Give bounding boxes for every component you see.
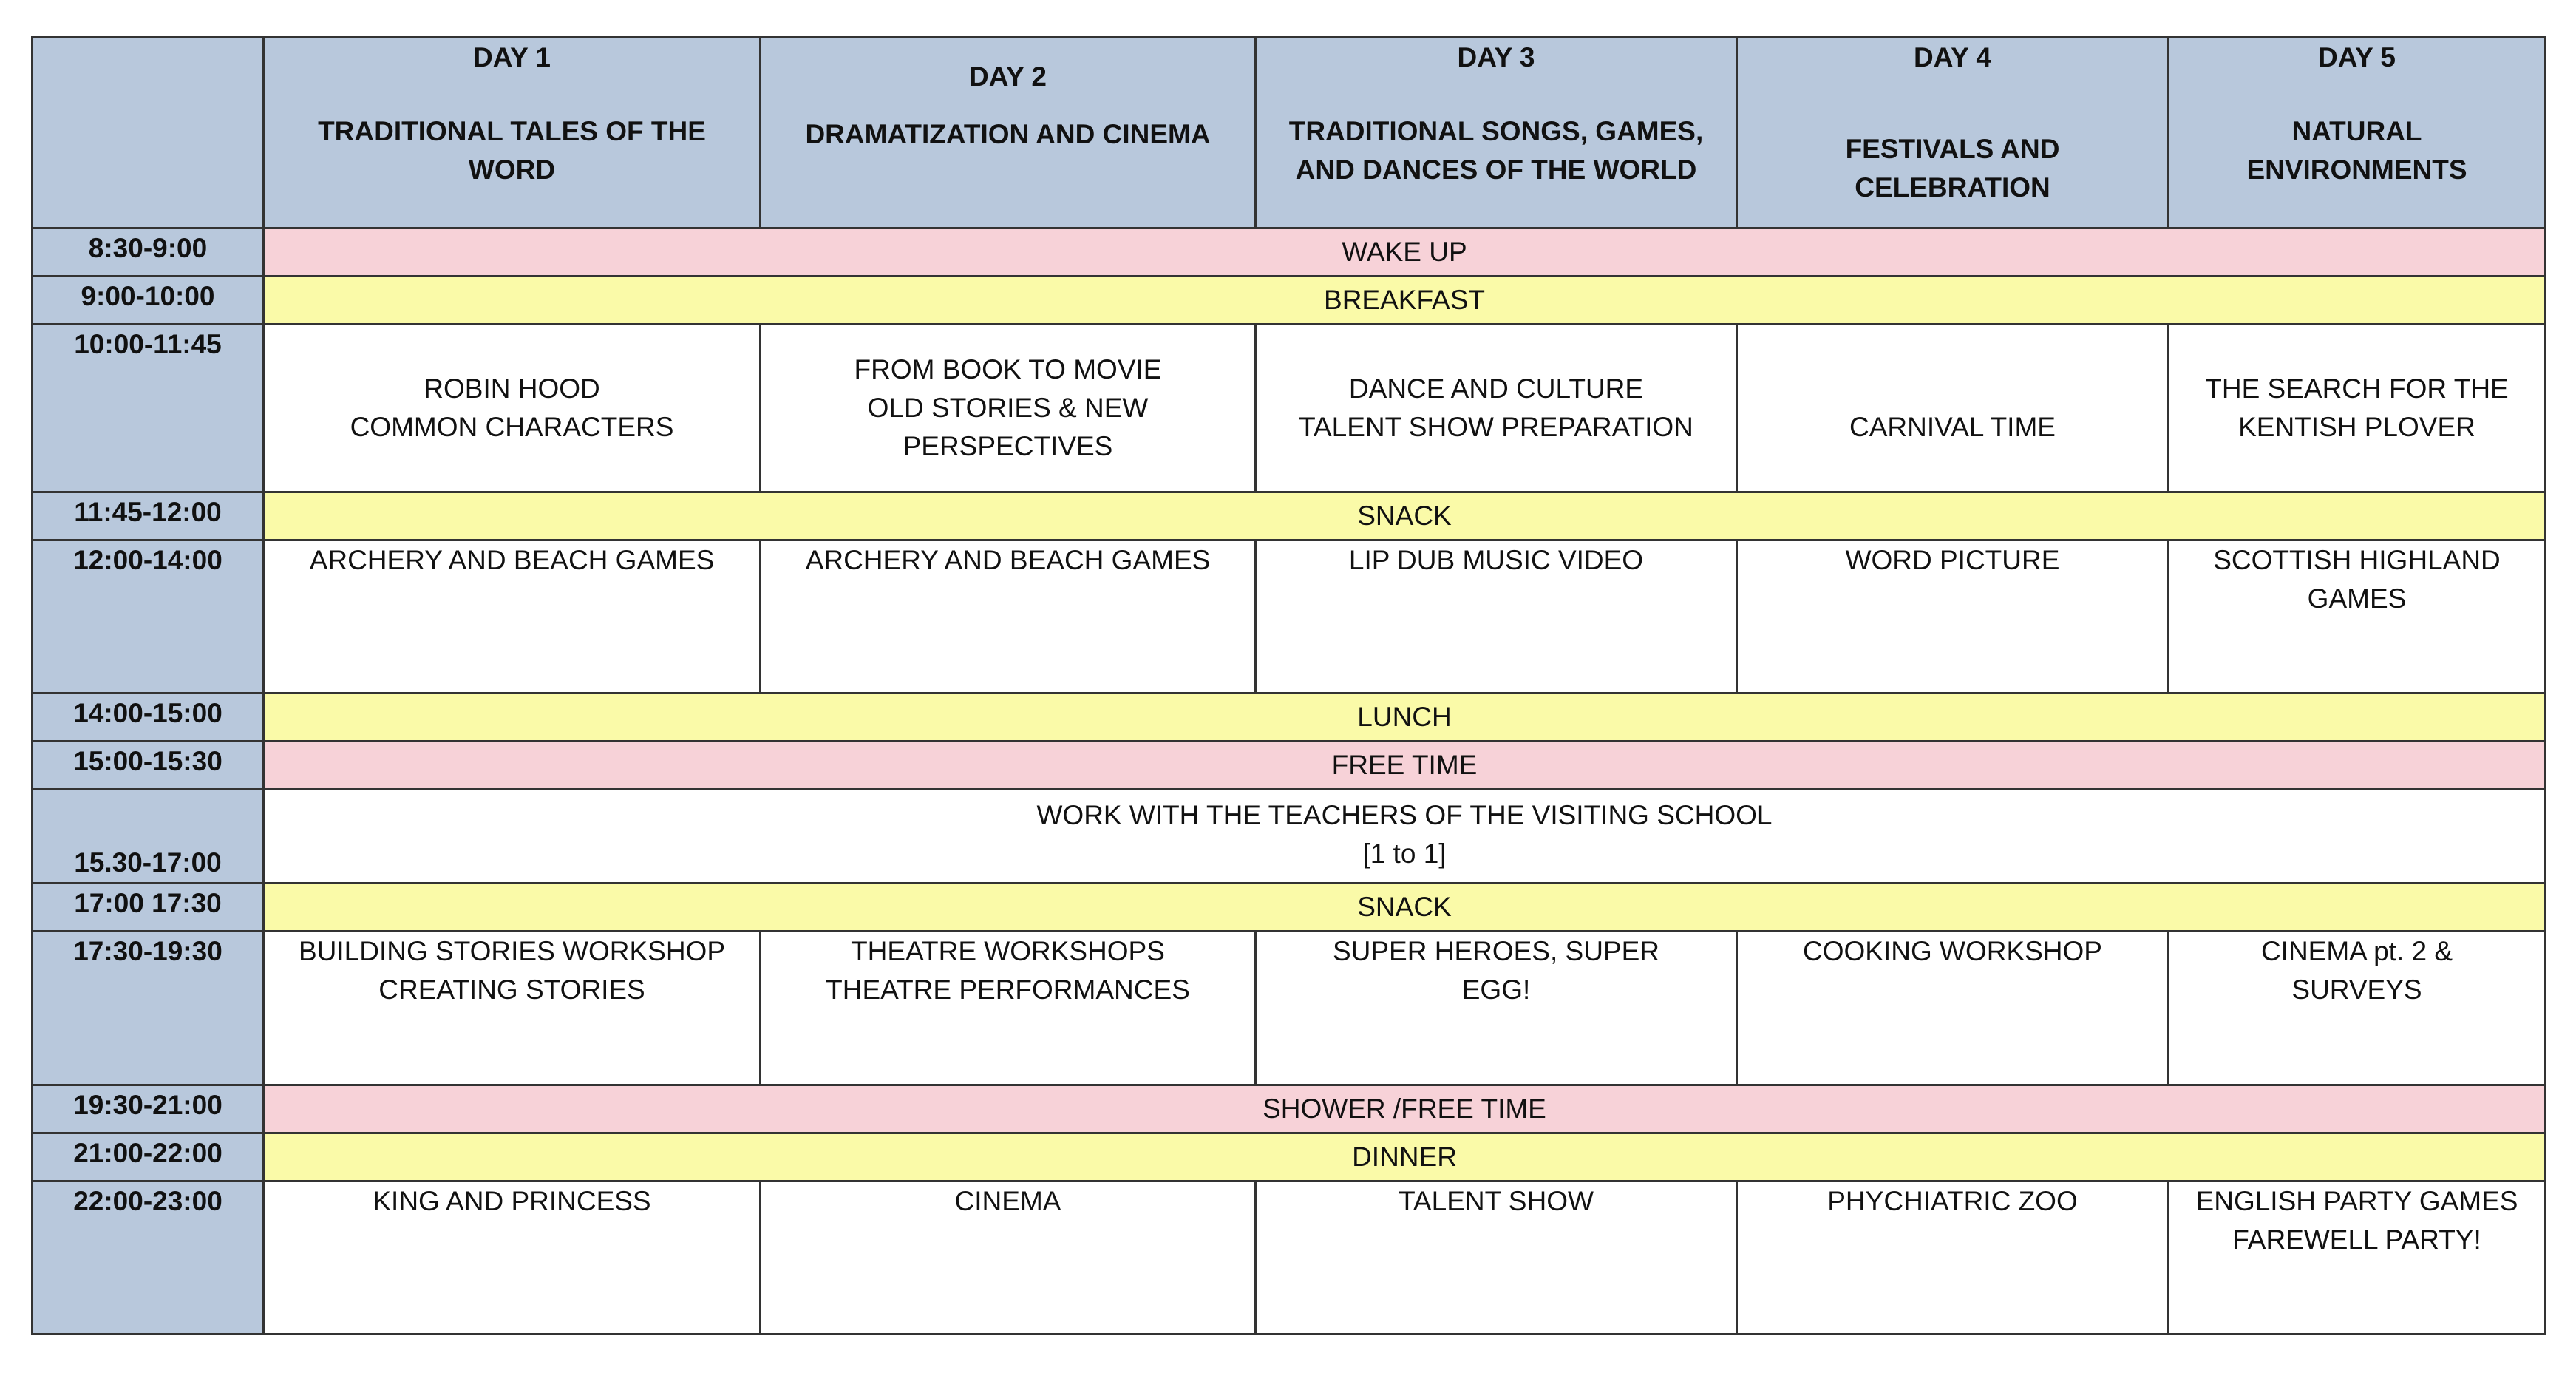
activity-line: TALENT SHOW [1399,1186,1594,1216]
activity-cell [761,1182,1256,1335]
activity-line: FROM BOOK TO MOVIE [854,354,1162,384]
activity-cell [1256,540,1737,694]
activity-line: SCOTTISH HIGHLAND [2213,545,2501,575]
activity-line: FAREWELL PARTY! [2232,1224,2481,1255]
activity-line: COMMON CHARACTERS [350,412,674,442]
day-4-header [1737,38,2169,228]
activity-line: COOKING WORKSHOP [1803,936,2102,966]
activity-cell [2169,325,2546,492]
activity-line: ENGLISH PARTY GAMES [2195,1186,2518,1216]
activity-cell [761,932,1256,1085]
activity-line: KING AND PRINCESS [373,1186,651,1216]
day-label: DAY 4 [1914,42,1991,72]
activity-line: ARCHERY AND BEACH GAMES [805,545,1211,575]
schedule-row [33,540,2546,694]
header-row [33,38,2546,228]
time-slot: 15:00-15:30 [33,742,264,790]
time-slot: 11:45-12:00 [33,492,264,540]
day-theme: FESTIVALS AND CELEBRATION [1845,134,2060,203]
activity-cell [264,540,761,694]
dinner-band: DINNER [264,1133,2546,1182]
activity-cell [1737,932,2169,1085]
activity-line: DANCE AND CULTURE [1348,373,1644,404]
activity-line: BUILDING STORIES WORKSHOP [298,936,726,966]
activity-cell [2169,932,2546,1085]
schedule-row [33,932,2546,1085]
activity-line: CINEMA pt. 2 & [2260,936,2453,966]
activity-line: TALENT SHOW PREPARATION [1299,412,1693,442]
activity-cell [2169,1182,2546,1335]
time-slot: 9:00-10:00 [33,277,264,325]
schedule-row [33,694,2546,742]
schedule-row [33,742,2546,790]
time-slot: 10:00-11:45 [33,325,264,492]
time-slot: 12:00-14:00 [33,540,264,694]
snack-band: SNACK [264,884,2546,932]
activity-cell [1256,325,1737,492]
activity-line: SURVEYS [2291,974,2422,1005]
activity-cell [264,325,761,492]
time-slot: 19:30-21:00 [33,1085,264,1133]
header-corner-cell [33,38,264,228]
day-label: DAY 3 [1457,42,1535,72]
day-theme: DRAMATIZATION AND CINEMA [805,119,1211,149]
activity-line: KENTISH PLOVER [2238,412,2475,442]
activity-cell [1256,1182,1737,1335]
schedule-row [33,790,2546,884]
free-time-band: FREE TIME [264,742,2546,790]
day-theme: TRADITIONAL TALES OF THE WORD [318,116,706,185]
activity-cell [1737,540,2169,694]
teacher-work-line: [1 to 1] [1362,838,1447,869]
time-slot: 15.30-17:00 [33,790,264,884]
activity-line: THEATRE WORKSHOPS [851,936,1165,966]
time-slot: 8:30-9:00 [33,228,264,277]
schedule-row [33,1133,2546,1182]
day-1-header [264,38,761,228]
activity-line: THE SEARCH FOR THE [2205,373,2509,404]
schedule-row [33,492,2546,540]
activity-line: CINEMA [954,1186,1061,1216]
time-slot: 21:00-22:00 [33,1133,264,1182]
activity-line: WORD PICTURE [1845,545,2060,575]
day-theme [1264,112,1728,189]
day-theme-line: NATURAL [2291,116,2422,146]
wake-up-band: WAKE UP [264,228,2546,277]
day-label: DAY 2 [969,61,1047,92]
teacher-work-band [264,790,2546,884]
day-theme-line: ENVIRONMENTS [2246,155,2467,185]
activity-cell [2169,540,2546,694]
activity-line: THEATRE PERFORMANCES [826,974,1190,1005]
time-slot: 14:00-15:00 [33,694,264,742]
activity-line: ARCHERY AND BEACH GAMES [309,545,715,575]
schedule-row [33,277,2546,325]
day-5-header [2169,38,2546,228]
activity-line: OLD STORIES & NEW PERSPECTIVES [867,393,1149,461]
day-label: DAY 1 [473,42,551,72]
activity-cell [1737,325,2169,492]
day-theme-line: TRADITIONAL SONGS, GAMES, [1288,116,1704,146]
activity-cell [264,932,761,1085]
activity-line: CARNIVAL TIME [1849,412,2056,442]
activity-line: LIP DUB MUSIC VIDEO [1348,545,1644,575]
time-slot: 22:00-23:00 [33,1182,264,1335]
activity-line: CREATING STORIES [378,974,645,1005]
time-slot: 17:00 17:30 [33,884,264,932]
breakfast-band: BREAKFAST [264,277,2546,325]
day-theme [2177,112,2537,189]
schedule-row [33,1182,2546,1335]
snack-band: SNACK [264,492,2546,540]
shower-free-time-band: SHOWER /FREE TIME [264,1085,2546,1133]
activity-cell [264,1182,761,1335]
schedule-row [33,228,2546,277]
activity-line: ROBIN HOOD [424,373,600,404]
schedule-row [33,1085,2546,1133]
activity-cell [1256,932,1737,1085]
lunch-band: LUNCH [264,694,2546,742]
activity-line: EGG! [1461,974,1531,1005]
activity-cell [761,540,1256,694]
day-3-header [1256,38,1737,228]
day-2-header [761,38,1256,228]
activity-line: GAMES [2307,583,2407,614]
schedule-row [33,325,2546,492]
activity-cell [761,325,1256,492]
activity-line: PHYCHIATRIC ZOO [1827,1186,2078,1216]
day-label: DAY 5 [2318,42,2396,72]
schedule-row [33,884,2546,932]
teacher-work-line: WORK WITH THE TEACHERS OF THE VISITING SCHOOL [1036,800,1773,830]
time-slot: 17:30-19:30 [33,932,264,1085]
activity-cell [1737,1182,2169,1335]
schedule-table [31,36,2546,1335]
day-theme-line: AND DANCES OF THE WORLD [1295,155,1697,185]
activity-line: SUPER HEROES, SUPER [1332,936,1660,966]
